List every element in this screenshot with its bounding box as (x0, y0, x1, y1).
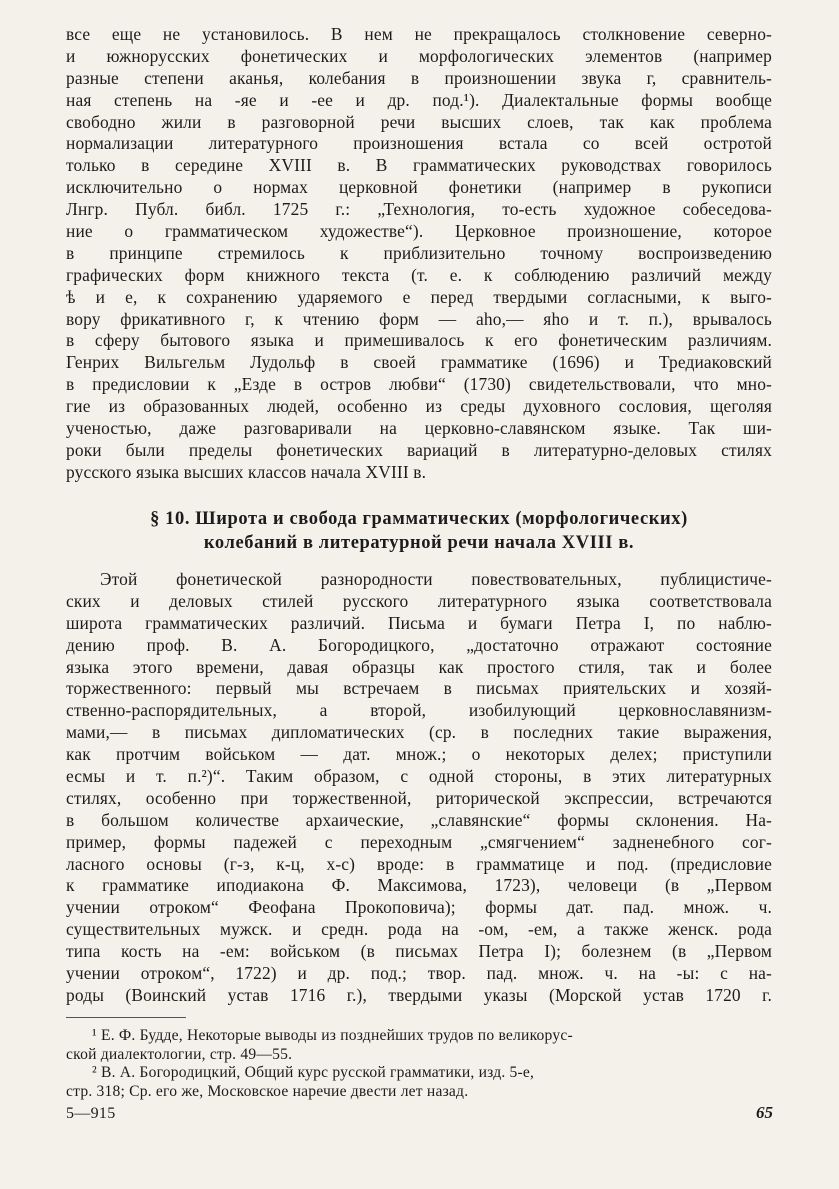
text-line: и южнорусских фонетических и морфологических элементов (например (66, 45, 772, 66)
text-line: дению проф. В. А. Богородицкого, „достаточно отражают состояние (66, 634, 772, 655)
text-line: в сферу бытового языка и примешивалось к его фонетическим различиям. (66, 330, 772, 351)
text-line: в принципе стремилось к приблизительно точному воспроизведению (66, 242, 772, 263)
footnote-line: ² В. А. Богородицкий, Общий курс русской грамматики, изд. 5-е, (92, 1064, 535, 1081)
text-line: ная степень на -яе и -ее и др. под.¹). Диалектальные формы вообще (66, 89, 772, 110)
text-line: Лнгр. Публ. библ. 1725 г.: „Технология, то-есть художное собеседова- (66, 199, 772, 220)
section-heading-line: колебаний в литературной речи начала XVIII в. (203, 533, 635, 553)
text-line: пример, формы падежей с переходным „смягчением“ задненебного сог- (66, 831, 772, 852)
signature-mark: 5—915 (66, 1105, 116, 1122)
text-line: графических форм книжного текста (т. е. к соблюдению различий между (66, 264, 772, 285)
text-line: разные степени аканья, колебания в произношении звука г, сравнитель- (66, 67, 772, 88)
section-heading (66, 507, 772, 555)
text-line: стилях, особенно при торжественной, риторической экспрессии, встречаются (66, 787, 772, 808)
paragraph-main (66, 569, 772, 1007)
section-heading-line: § 10. Широта и свобода грамматических (морфологических) (150, 509, 688, 529)
paragraph-top (66, 24, 772, 484)
text-line: учении отроком“ Феофана Прокоповича); формы дат. пад. множ. ч. (66, 897, 772, 918)
text-line: широта грамматических различий. Письма и бумаги Петра I, по наблю- (66, 612, 772, 633)
text-line: роки были пределы фонетических вариаций в литературно-деловых стилях (66, 439, 772, 460)
text-line: в предисловии к „Езде в остров любви“ (1730) свидетельствовали, что мно- (66, 374, 772, 395)
text-line: ласного основы (г-з, к-ц, х-с) вроде: в грамматице и под. (предисловие (66, 853, 772, 874)
footnote-line: ской диалектологии, стр. 49—55. (66, 1045, 293, 1063)
text-line: существительных мужск. и средн. рода на -ом, -ем, а также женск. рода (66, 919, 772, 940)
text-line: русского языка высших классов начала XVIII в. (66, 461, 427, 482)
footnote-line: стр. 318; Ср. его же, Московское наречие двести лет назад. (66, 1082, 469, 1100)
text-line: ственно-распорядительных, а второй, изобилующий церковнославянизм- (66, 700, 772, 721)
footnotes (66, 1027, 772, 1101)
text-line: все еще не установилось. В нем не прекращалось столкновение северно- (66, 24, 772, 44)
text-line: гие из образованных людей, особенно из среды духовного сословия, щеголяя (66, 396, 772, 417)
text-line: типа кость на -ем: войськом (в письмах Петра I); болезнем (в „Первом (66, 941, 772, 962)
text-line: ученостью, даже разговаривали на церковно-славянском языке. Так ши- (66, 418, 772, 439)
footnote-line: ¹ Е. Ф. Будде, Некоторые выводы из позднейших трудов по великорус- (92, 1027, 573, 1044)
footnote-divider (66, 1017, 186, 1018)
text-line: торжественного: первый мы встречаем в письмах приятельских и хозяй- (66, 678, 772, 699)
text-line: ние о грамматическом художестве“). Церковное произношение, которое (66, 221, 772, 242)
text-line: свободно жили в разговорной речи высших слоев, так как проблема (66, 111, 772, 132)
text-line: как протчим войськом — дат. множ.; о некоторых делех; приступили (66, 744, 772, 765)
page-number: 65 (756, 1103, 773, 1122)
text-line: вору фрикативного г, к чтению форм — aho,— яho и т. п.), врывалось (66, 308, 772, 329)
text-line: ѣ и е, к сохранению ударяемого е перед твердыми согласными, к выго- (66, 286, 772, 307)
text-line: ских и деловых стилей русского литературного языка соответствовала (66, 590, 772, 611)
text-line: Генрих Вильгельм Лудольф в своей грамматике (1696) и Тредиаковский (66, 352, 772, 373)
text-line: только в середине XVIII в. В грамматических руководствах говорилось (66, 155, 772, 176)
text-line: есмы и т. п.²)“. Таким образом, с одной стороны, в этих литературных (66, 766, 772, 787)
text-line: мами,— в письмах дипломатических (ср. в последних такие выражения, (66, 722, 772, 743)
text-line: исключительно о нормах церковной фонетики (например в рукописи (66, 177, 772, 198)
text-line: учении отроком“, 1722) и др. под.; твор. пад. множ. ч. на -ы: с на- (66, 963, 772, 984)
text-line: нормализации литературного произношения встала со всей остротой (66, 133, 772, 154)
text-line: в большом количестве архаические, „славянские“ формы склонения. На- (66, 809, 772, 830)
text-line: Этой фонетической разнородности повествовательных, публицистиче- (100, 569, 772, 589)
text-line: языка этого времени, давая образцы как простого стиля, так и более (66, 656, 772, 677)
footnote-1 (66, 1027, 772, 1064)
text-line: к грамматике иподиакона Ф. Максимова, 1723), человеци (в „Первом (66, 875, 772, 896)
text-line: роды (Воинский устав 1716 г.), твердыми указы (Морской устав 1720 г. (66, 984, 772, 1005)
footnote-2 (66, 1064, 772, 1101)
